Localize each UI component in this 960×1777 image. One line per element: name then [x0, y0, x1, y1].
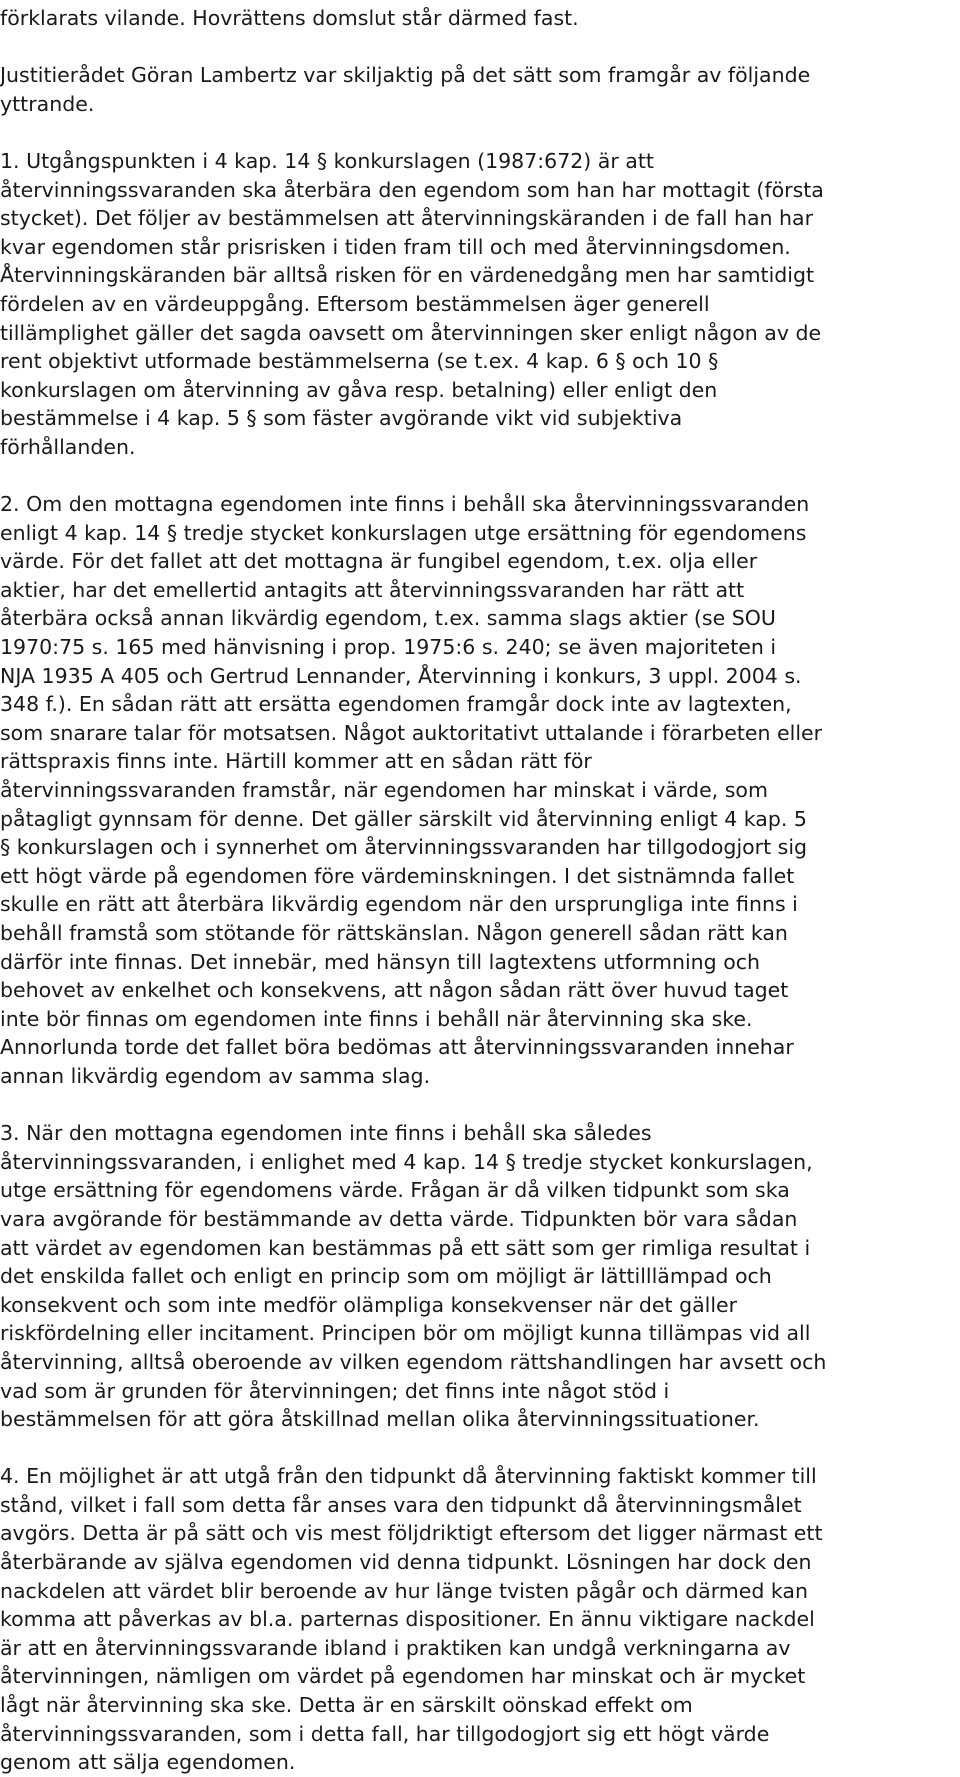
paragraph-point-1: 1. Utgångspunkten i 4 kap. 14 § konkurslagen (1987:672) är att återvinningssvaranden ska återbära den egendom som han har mottagit (första stycket). Det följer av bestämmelsen att återvinningskäranden i de fall han har kvar egendomen står prisrisken i tiden fram till och med återvinningsdomen. Återvinningskäranden bär alltså risken för en värdenedgång men har samtidigt fördelen av en värdeuppgång. Eftersom bestämmelsen äger generell tillämplighet gäller det sagda oavsett om återvinningen sker enligt någon av de rent objektivt utformade bestämmelserna (se t.ex. 4 kap. 6 § och 10 § konkurslagen om återvinning av gåva resp. betalning) eller enligt den bestämmelse i 4 kap. 5 § som fäster avgörande vikt vid subjektiva förhållanden.: [0, 148, 824, 459]
paragraph-point-4: 4. En möjlighet är att utgå från den tidpunkt då återvinning faktiskt kommer till stånd, vilket i fall som detta får anses vara den tidpunkt då återvinningsmålet avgörs. Detta är på sätt och vis mest följdriktigt eftersom det ligger närmast ett återbärande av själva egendomen vid denna tidpunkt. Lösningen har dock den nackdelen att värdet blir beroende av hur länge tvisten pågår och därmed kan komma att påverkas av bl.a. parternas dispositioner. En ännu viktigare nackdel är att en återvinningssvarande ibland i praktiken kan undgå verkningarna av återvinningen, nämligen om värdet på egendomen har minskat och är mycket lågt när återvinning ska ske. Detta är en särskilt oönskad effekt om återvinningssvaranden, som i detta fall, har tillgodogjort sig ett högt värde genom att sälja egendomen.: [0, 1464, 823, 1775]
paragraph-point-2: 2. Om den mottagna egendomen inte finns i behåll ska återvinningssvaranden enligt 4 kap. 14 § tredje stycket konkurslagen utge ersättning för egendomens värde. För det fallet att det mottagna är fungibel egendom, t.ex. olja eller aktier, har det emellertid antagits att återvinningssvaranden har rätt att återbära också annan likvärdig egendom, t.ex. samma slags aktier (se SOU 1970:75 s. 165 med hänvisning i prop. 1975:6 s. 240; se även majoriteten i NJA 1935 A 405 och Gertrud Lennander, Återvinning i konkurs, 3 uppl. 2004 s. 348 f.). En sådan rätt att ersätta egendomen framgår dock inte av lagtexten, som snarare talar för motsatsen. Något auktoritativt uttalande i förarbeten eller rättspraxis finns inte. Härtill kommer att en sådan rätt för återvinningssvaranden framstår, när egendomen har minskat i värde, som påtagligt gynnsam för denne. Det gäller särskilt vid återvinning enligt 4 kap. 5 § konkurslagen och i synnerhet om återvinningssvaranden har tillgodogjort sig ett högt värde på egendomen före värdeminskningen. I det sistnämnda fallet skulle en rätt att återbära likvärdig egendom när den ursprungliga inte finns i behåll framstå som stötande för rättskänslan. Någon generell sådan rätt kan därför inte finnas. Det innebär, med hänsyn till lagtextens utformning och behovet av enkelhet och konsekvens, att någon sådan rätt över huvud taget inte bör finnas om egendomen inte finns i behåll när återvinning ska ske. Annorlunda torde det fallet böra bedömas att återvinningssvaranden innehar annan likvärdig egendom av samma slag.: [0, 492, 823, 1088]
paragraph-judgment-status: förklarats vilande. Hovrättens domslut står därmed fast.: [0, 6, 579, 30]
paragraph-point-3: 3. När den mottagna egendomen inte finns i behåll ska således återvinningssvaranden, i enlighet med 4 kap. 14 § tredje stycket konkurslagen, utge ersättning för egendomens värde. Frågan är då vilken tidpunkt som ska vara avgörande för bestämmande av detta värde. Tidpunkten bör vara sådan att värdet av egendomen kan bestämmas på ett sätt som ger rimliga resultat i det enskilda fallet och enligt en princip som om möjligt är lättilllämpad och konsekvent och som inte medför olämpliga konsekvenser när det gäller riskfördelning eller incitament. Principen bör om möjligt kunna tillämpas vid all återvinning, alltså oberoende av vilken egendom rättshandlingen har avsett och vad som är grunden för återvinningen; det finns inte något stöd i bestämmelsen för att göra åtskillnad mellan olika återvinningssituationer.: [0, 1121, 827, 1432]
paragraph-dissent-intro: Justitierådet Göran Lambertz var skiljaktig på det sätt som framgår av följande yttrande.: [0, 63, 811, 116]
